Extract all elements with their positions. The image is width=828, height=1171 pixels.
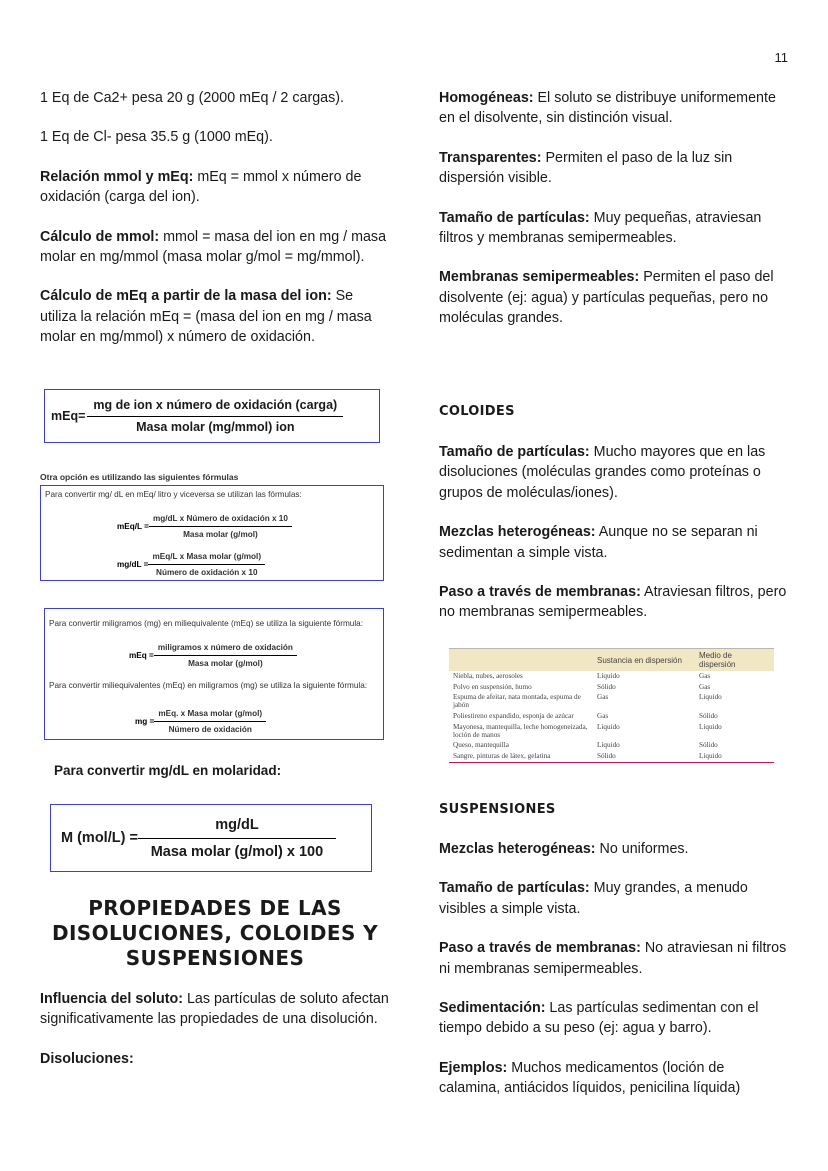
paragraph-homogeneas <box>439 88 789 129</box>
paragraph-col-tamano <box>439 442 789 503</box>
section-title: PROPIEDADES DE LAS DISOLUCIONES, COLOIDES Y SUSPENSIONES <box>51 896 379 970</box>
formula-numerator: mg de ion x número de oxidación (carga) <box>87 398 343 417</box>
table-cell: Sólido <box>699 712 718 721</box>
table-cell: Sólido <box>597 751 616 760</box>
text: Se utiliza la relación mEq = (masa del ion en mg / masa molar en mg/mmol) x número de oxidación. <box>40 288 372 346</box>
paragraph-transparentes <box>439 148 789 189</box>
table-cell: Líquido <box>699 722 722 731</box>
formula-denominator: Masa molar (mg/mmol) ion <box>136 420 295 434</box>
formula-fraction <box>148 552 265 577</box>
text: Las partículas de soluto afectan significativamente las propiedades de una disolución. <box>40 991 389 1028</box>
lead: Tamaño de partículas: <box>439 880 590 897</box>
text: Muchos medicamentos (loción de calamina, antiácidos líquidos, penicilina líquida) <box>439 1059 741 1097</box>
text: No uniformes. <box>595 841 689 857</box>
formula-numerator: mg/dL <box>138 817 336 839</box>
coloides-section <box>439 442 789 642</box>
formula-intro: Para convertir mg/ dL en mEq/ litro y viceversa se utilizan las fórmulas: <box>45 490 302 499</box>
table-header-cell <box>449 649 593 671</box>
colloid-table-wrapper <box>449 648 774 763</box>
paragraph-tamano <box>439 208 789 249</box>
table-cell: Sangre, pinturas de látex, gelatina <box>453 751 551 760</box>
table-row <box>449 740 774 751</box>
suspensiones-title: SUSPENSIONES <box>439 802 556 817</box>
formula-meql <box>117 514 292 539</box>
paragraph-s-paso <box>439 938 789 979</box>
table-cell: Líquido <box>699 751 722 760</box>
table-row <box>449 682 774 693</box>
paragraph-cl-eq: 1 Eq de Cl- pesa 35.5 g (1000 mEq). <box>40 129 273 146</box>
lead: Cálculo de mmol: <box>40 228 160 245</box>
right-column <box>439 88 789 348</box>
page-number: 11 <box>774 50 788 65</box>
table-cell: Líquido <box>597 722 620 731</box>
paragraph-calc-meq <box>40 286 390 347</box>
formula-label: mEq = <box>129 651 154 660</box>
lead: Cálculo de mEq a partir de la masa del ion: <box>40 288 332 305</box>
text: Mucho mayores que en las disoluciones (moléculas grandes como proteínas o grupos de moléculas/iones). <box>439 444 766 501</box>
formula-mg-meq-box <box>44 608 384 740</box>
text: Atraviesan filtros, pero no membranas semipermeables. <box>439 584 787 621</box>
table-cell: Líquido <box>597 672 620 681</box>
formula-denominator: Masa molar (g/mol) <box>188 659 263 668</box>
text: Aunque no se separan ni sedimentan a simple vista. <box>439 524 758 561</box>
lead: Transparentes: <box>439 149 542 166</box>
formula-numerator: mEq. x Masa molar (g/mol) <box>154 709 266 722</box>
coloides-title: COLOIDES <box>439 404 515 419</box>
lead: Mezclas heterogéneas: <box>439 841 596 857</box>
text: mEq = mmol x número de oxidación (carga del ion). <box>40 168 362 206</box>
text: mmol = masa del ion en mg / masa molar en mg/mmol (masa molar g/mol = mg/mmol). <box>40 228 387 266</box>
formula-fraction <box>154 709 266 734</box>
formula-denominator: Número de oxidación <box>168 725 252 734</box>
formula-numerator: miligramos x número de oxidación <box>154 643 297 656</box>
table-cell: Espuma de afeitar, nata montada, espuma de jabón <box>453 693 581 710</box>
table-cell: Líquido <box>597 741 620 750</box>
table-cell: Gas <box>699 672 711 681</box>
lead: Tamaño de partículas: <box>439 444 590 460</box>
table-cell: Líquido <box>699 693 722 702</box>
lead: Relación mmol y mEq: <box>40 168 194 185</box>
formula-intro-2: Para convertir miliequivalentes (mEq) en miligramos (mg) se utiliza la siguiente fórmula: <box>49 681 368 690</box>
formula-fraction <box>149 514 292 539</box>
table-cell: Gas <box>597 712 609 721</box>
formula-label: mEq= <box>51 409 86 423</box>
formula-denominator: Masa molar (g/mol) x 100 <box>150 843 324 860</box>
lead: Disoluciones: <box>40 1050 134 1067</box>
formula-fraction <box>87 398 343 434</box>
table-header-row <box>449 649 774 671</box>
formula-numerator: mEq/L x Masa molar (g/mol) <box>148 552 265 565</box>
formula-denominator: Masa molar (g/mol) <box>183 530 258 539</box>
paragraph-influence <box>40 989 390 1030</box>
paragraph-mmol-meq <box>40 167 390 208</box>
paragraph-disoluciones <box>40 1049 390 1069</box>
paragraph-calc-mmol <box>40 227 390 268</box>
colloid-table <box>449 649 774 761</box>
formula-numerator: mg/dL x Número de oxidación x 10 <box>149 514 292 527</box>
lower-left <box>40 989 390 1088</box>
paragraph-s-mezclas <box>439 839 789 859</box>
lead: Paso a través de membranas: <box>439 940 641 957</box>
formula-label: M (mol/L) = <box>61 830 138 846</box>
lead: Homogéneas: <box>439 90 534 106</box>
formula-fraction <box>138 817 336 860</box>
lead: Ejemplos: <box>439 1059 508 1076</box>
text: Permiten el paso del disolvente (ej: agua) y partículas pequeñas, pero no moléculas grandes. <box>439 269 774 327</box>
text: Permiten el paso de la luz sin dispersión visible. <box>439 149 733 187</box>
table-header-cell: Sustancia en dispersión <box>593 649 695 671</box>
text: Muy pequeñas, atraviesan filtros y membranas semipermeables. <box>439 209 762 247</box>
formula-label: mEq/L = <box>117 522 149 531</box>
table-header-cell: Medio de dispersión <box>695 649 774 671</box>
paragraph-s-ejemplos <box>439 1058 789 1099</box>
lead: Membranas semipermeables: <box>439 269 640 286</box>
suspensiones-section <box>439 839 789 1118</box>
table-cell: Niebla, nubes, aerosoles <box>453 672 523 681</box>
table-cell: Mayonesa, mantequilla, leche homogeneizada, loción de manos <box>453 722 588 739</box>
text: El soluto se distribuye uniformemente en el disolvente, sin distinción visual. <box>439 90 776 127</box>
formula-meq-box <box>44 389 380 443</box>
text: Muy grandes, a menudo visibles a simple vista. <box>439 880 748 917</box>
table-cell: Queso, mantequilla <box>453 741 509 750</box>
formula-label: mg = <box>135 717 155 726</box>
formula-intro: Para convertir miligramos (mg) en miliequivalente (mEq) se utiliza la siguiente fórmula: <box>49 619 363 628</box>
formula-fraction <box>154 643 297 668</box>
molarity-title: Para convertir mg/dL en molaridad: <box>54 763 282 778</box>
table-cell: Gas <box>597 693 609 702</box>
formula-label: mg/dL = <box>117 560 149 569</box>
formula-mgdl <box>117 552 265 577</box>
table-cell: Sólido <box>699 741 718 750</box>
text: Las partículas sedimentan con el tiempo debido a su peso (ej: agua y barro). <box>439 1000 759 1037</box>
paragraph-col-mezclas <box>439 522 789 563</box>
paragraph-s-tamano <box>439 878 789 919</box>
formula-molarity-box <box>50 804 372 872</box>
text: No atraviesan ni filtros ni membranas semipermeables. <box>439 940 787 977</box>
formula-mg-from-meq <box>135 709 266 734</box>
table-row <box>449 721 774 740</box>
table-cell: Sólido <box>597 682 616 691</box>
table-row <box>449 711 774 722</box>
paragraph-col-paso <box>439 582 789 623</box>
table-row <box>449 692 774 711</box>
table-cell: Polvo en suspensión, humo <box>453 682 532 691</box>
formula-meq-from-mg <box>129 643 297 668</box>
paragraph-s-sedimentacion <box>439 998 789 1039</box>
table-cell: Gas <box>699 682 711 691</box>
formula-mgdl-box <box>40 485 384 581</box>
paragraph-membranas <box>439 267 789 328</box>
lead: Sedimentación: <box>439 1000 546 1017</box>
lead: Tamaño de partículas: <box>439 209 590 226</box>
formula-denominator: Número de oxidación x 10 <box>156 568 258 577</box>
lead: Mezclas heterogéneas: <box>439 524 596 541</box>
table-cell: Poliestireno expandido, esponja de azúcar <box>453 712 574 721</box>
left-column <box>40 88 390 367</box>
paragraph-ca-eq: 1 Eq de Ca2+ pesa 20 g (2000 mEq / 2 cargas). <box>40 90 344 106</box>
table-row <box>449 671 774 682</box>
table-body <box>449 671 774 761</box>
lead: Paso a través de membranas: <box>439 584 641 601</box>
formula-caption: Otra opción es utilizando las siguientes fórmulas <box>40 472 239 482</box>
table-row <box>449 751 774 762</box>
lead: Influencia del soluto: <box>40 991 183 1007</box>
